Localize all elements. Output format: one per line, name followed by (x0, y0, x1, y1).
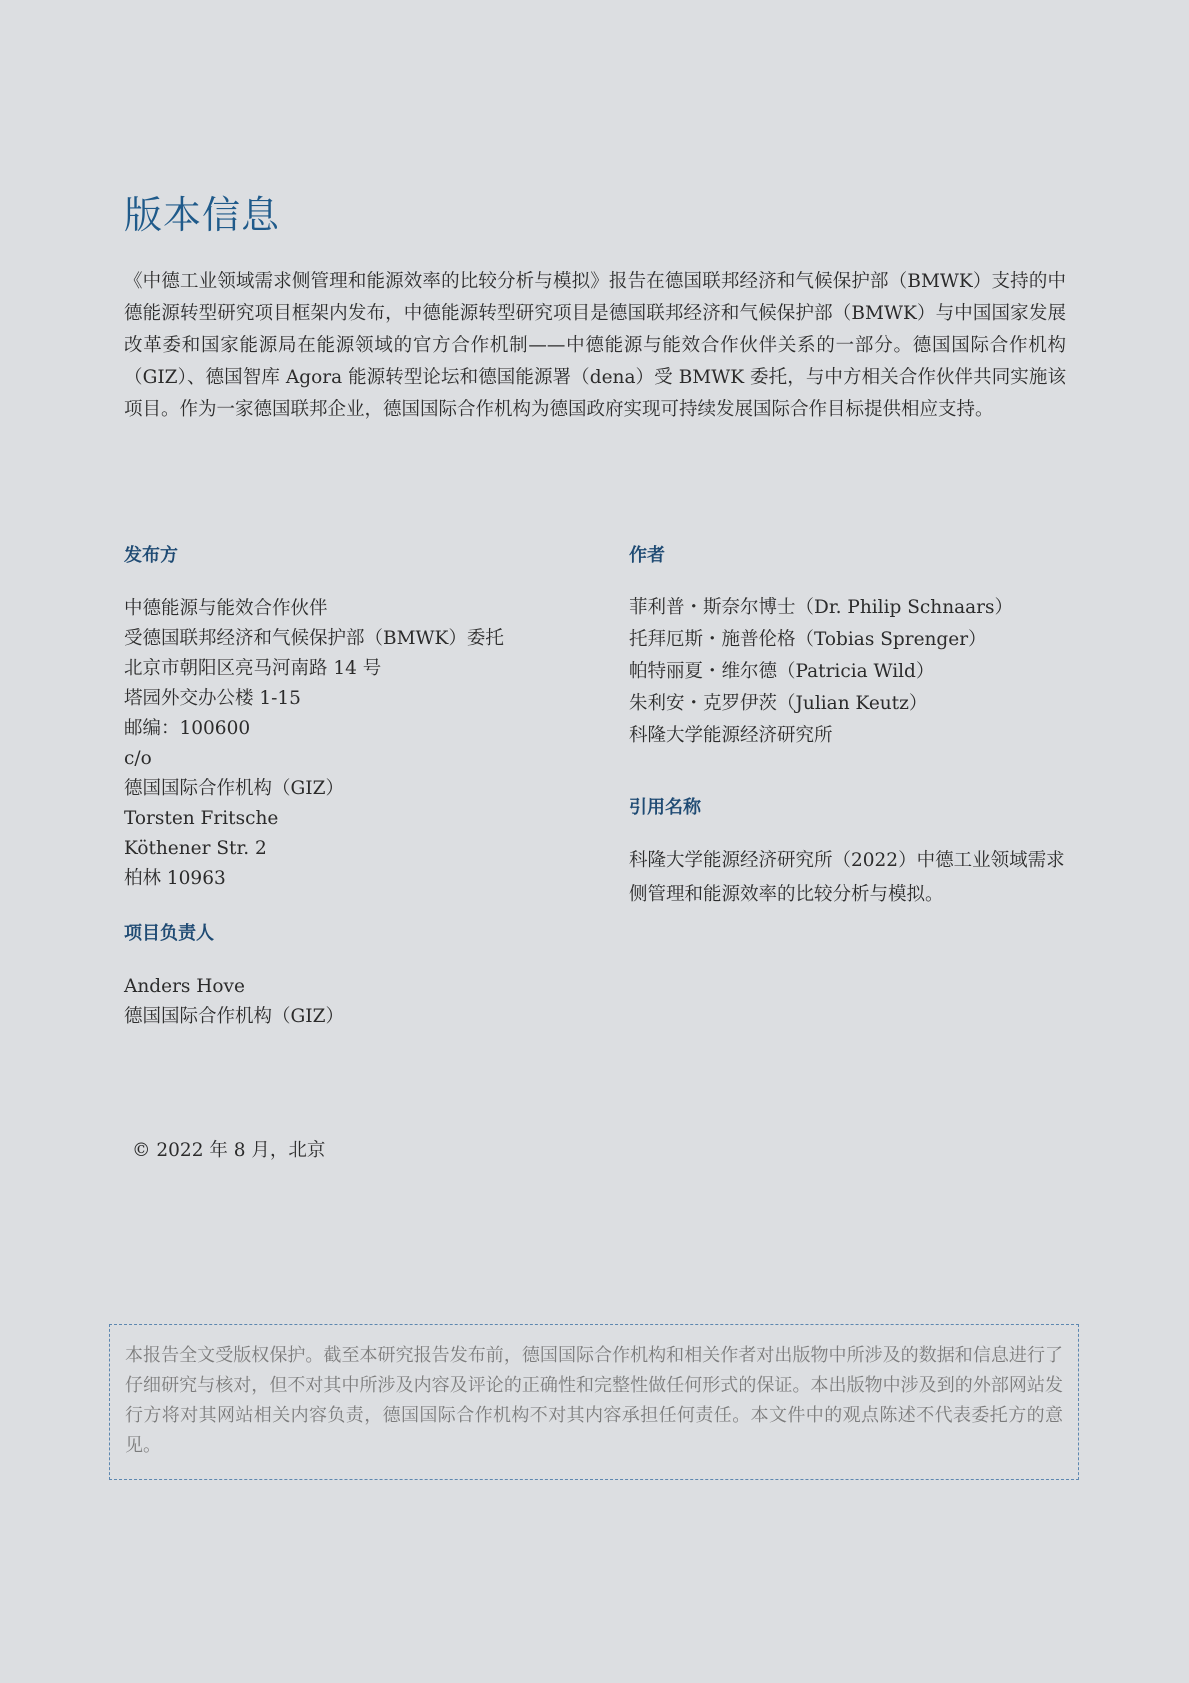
project-lead-line: 德国国际合作机构（GIZ） (124, 1006, 344, 1027)
publisher-line: c/o (124, 748, 152, 769)
copyright-notice: © 2022 年 8 月，北京 (132, 1140, 326, 1161)
project-lead-lines (124, 972, 564, 1032)
author-line: 帕特丽夏・维尔德（Patricia Wild） (629, 661, 935, 682)
left-column (124, 542, 564, 1032)
publisher-line: 德国国际合作机构（GIZ） (124, 778, 344, 799)
project-lead-line: Anders Hove (124, 976, 245, 997)
publisher-heading: 发布方 (124, 545, 178, 566)
intro-paragraph: 《中德工业领域需求侧管理和能源效率的比较分析与模拟》报告在德国联邦经济和气候保护部（BMWK）支持的中德能源转型研究项目框架内发布，中德能源转型研究项目是德国联邦经济和气候保护部（BMWK）与中国国家发展改革委和国家能源局在能源领域的官方合作机制——中德能源与能效合作伙伴关系的一部分。德国国际合作机构（GIZ）、德国智库 Agora 能源转型论坛和德国能源署（dena）受 BMWK 委托，与中方相关合作伙伴共同实施该项目。作为一家德国联邦企业，德国国际合作机构为德国政府实现可持续发展国际合作目标提供相应支持。 (124, 271, 1066, 420)
author-line: 科隆大学能源经济研究所 (629, 725, 833, 746)
author-line: 朱利安・克罗伊茨（Julian Keutz） (629, 693, 928, 714)
publisher-line: 受德国联邦经济和气候保护部（BMWK）委托 (124, 628, 504, 649)
authors-lines (629, 592, 1069, 752)
disclaimer-text: 本报告全文受版权保护。截至本研究报告发布前，德国国际合作机构和相关作者对出版物中所涉及的数据和信息进行了仔细研究与核对，但不对其中所涉及内容及评论的正确性和完整性做任何形式的保证。本出版物中涉及到的外部网站发行方将对其网站相关内容负责，德国国际合作机构不对其内容承担任何责任。本文件中的观点陈述不代表委托方的意见。 (125, 1345, 1063, 1456)
publisher-line: 北京市朝阳区亮马河南路 14 号 (124, 658, 382, 679)
page-title: 版本信息 (124, 193, 281, 237)
publisher-line: 中德能源与能效合作伙伴 (124, 598, 328, 619)
publisher-line: 邮编：100600 (124, 718, 251, 739)
citation-text: 科隆大学能源经济研究所（2022）中德工业领域需求侧管理和能源效率的比较分析与模拟。 (629, 850, 1065, 905)
right-column (629, 542, 1069, 912)
publisher-lines (124, 594, 564, 894)
citation-heading: 引用名称 (629, 797, 701, 818)
project-lead-heading: 项目负责人 (124, 923, 214, 944)
author-line: 托拜厄斯・施普伦格（Tobias Sprenger） (629, 629, 987, 650)
publisher-line: 柏林 10963 (124, 868, 226, 889)
authors-heading: 作者 (629, 545, 665, 566)
author-line: 菲利普・斯奈尔博士（Dr. Philip Schnaars） (629, 597, 1014, 618)
publisher-line: Torsten Fritsche (124, 808, 279, 829)
disclaimer-box (109, 1324, 1079, 1480)
publisher-line: Köthener Str. 2 (124, 838, 267, 859)
publisher-line: 塔园外交办公楼 1-15 (124, 688, 301, 709)
